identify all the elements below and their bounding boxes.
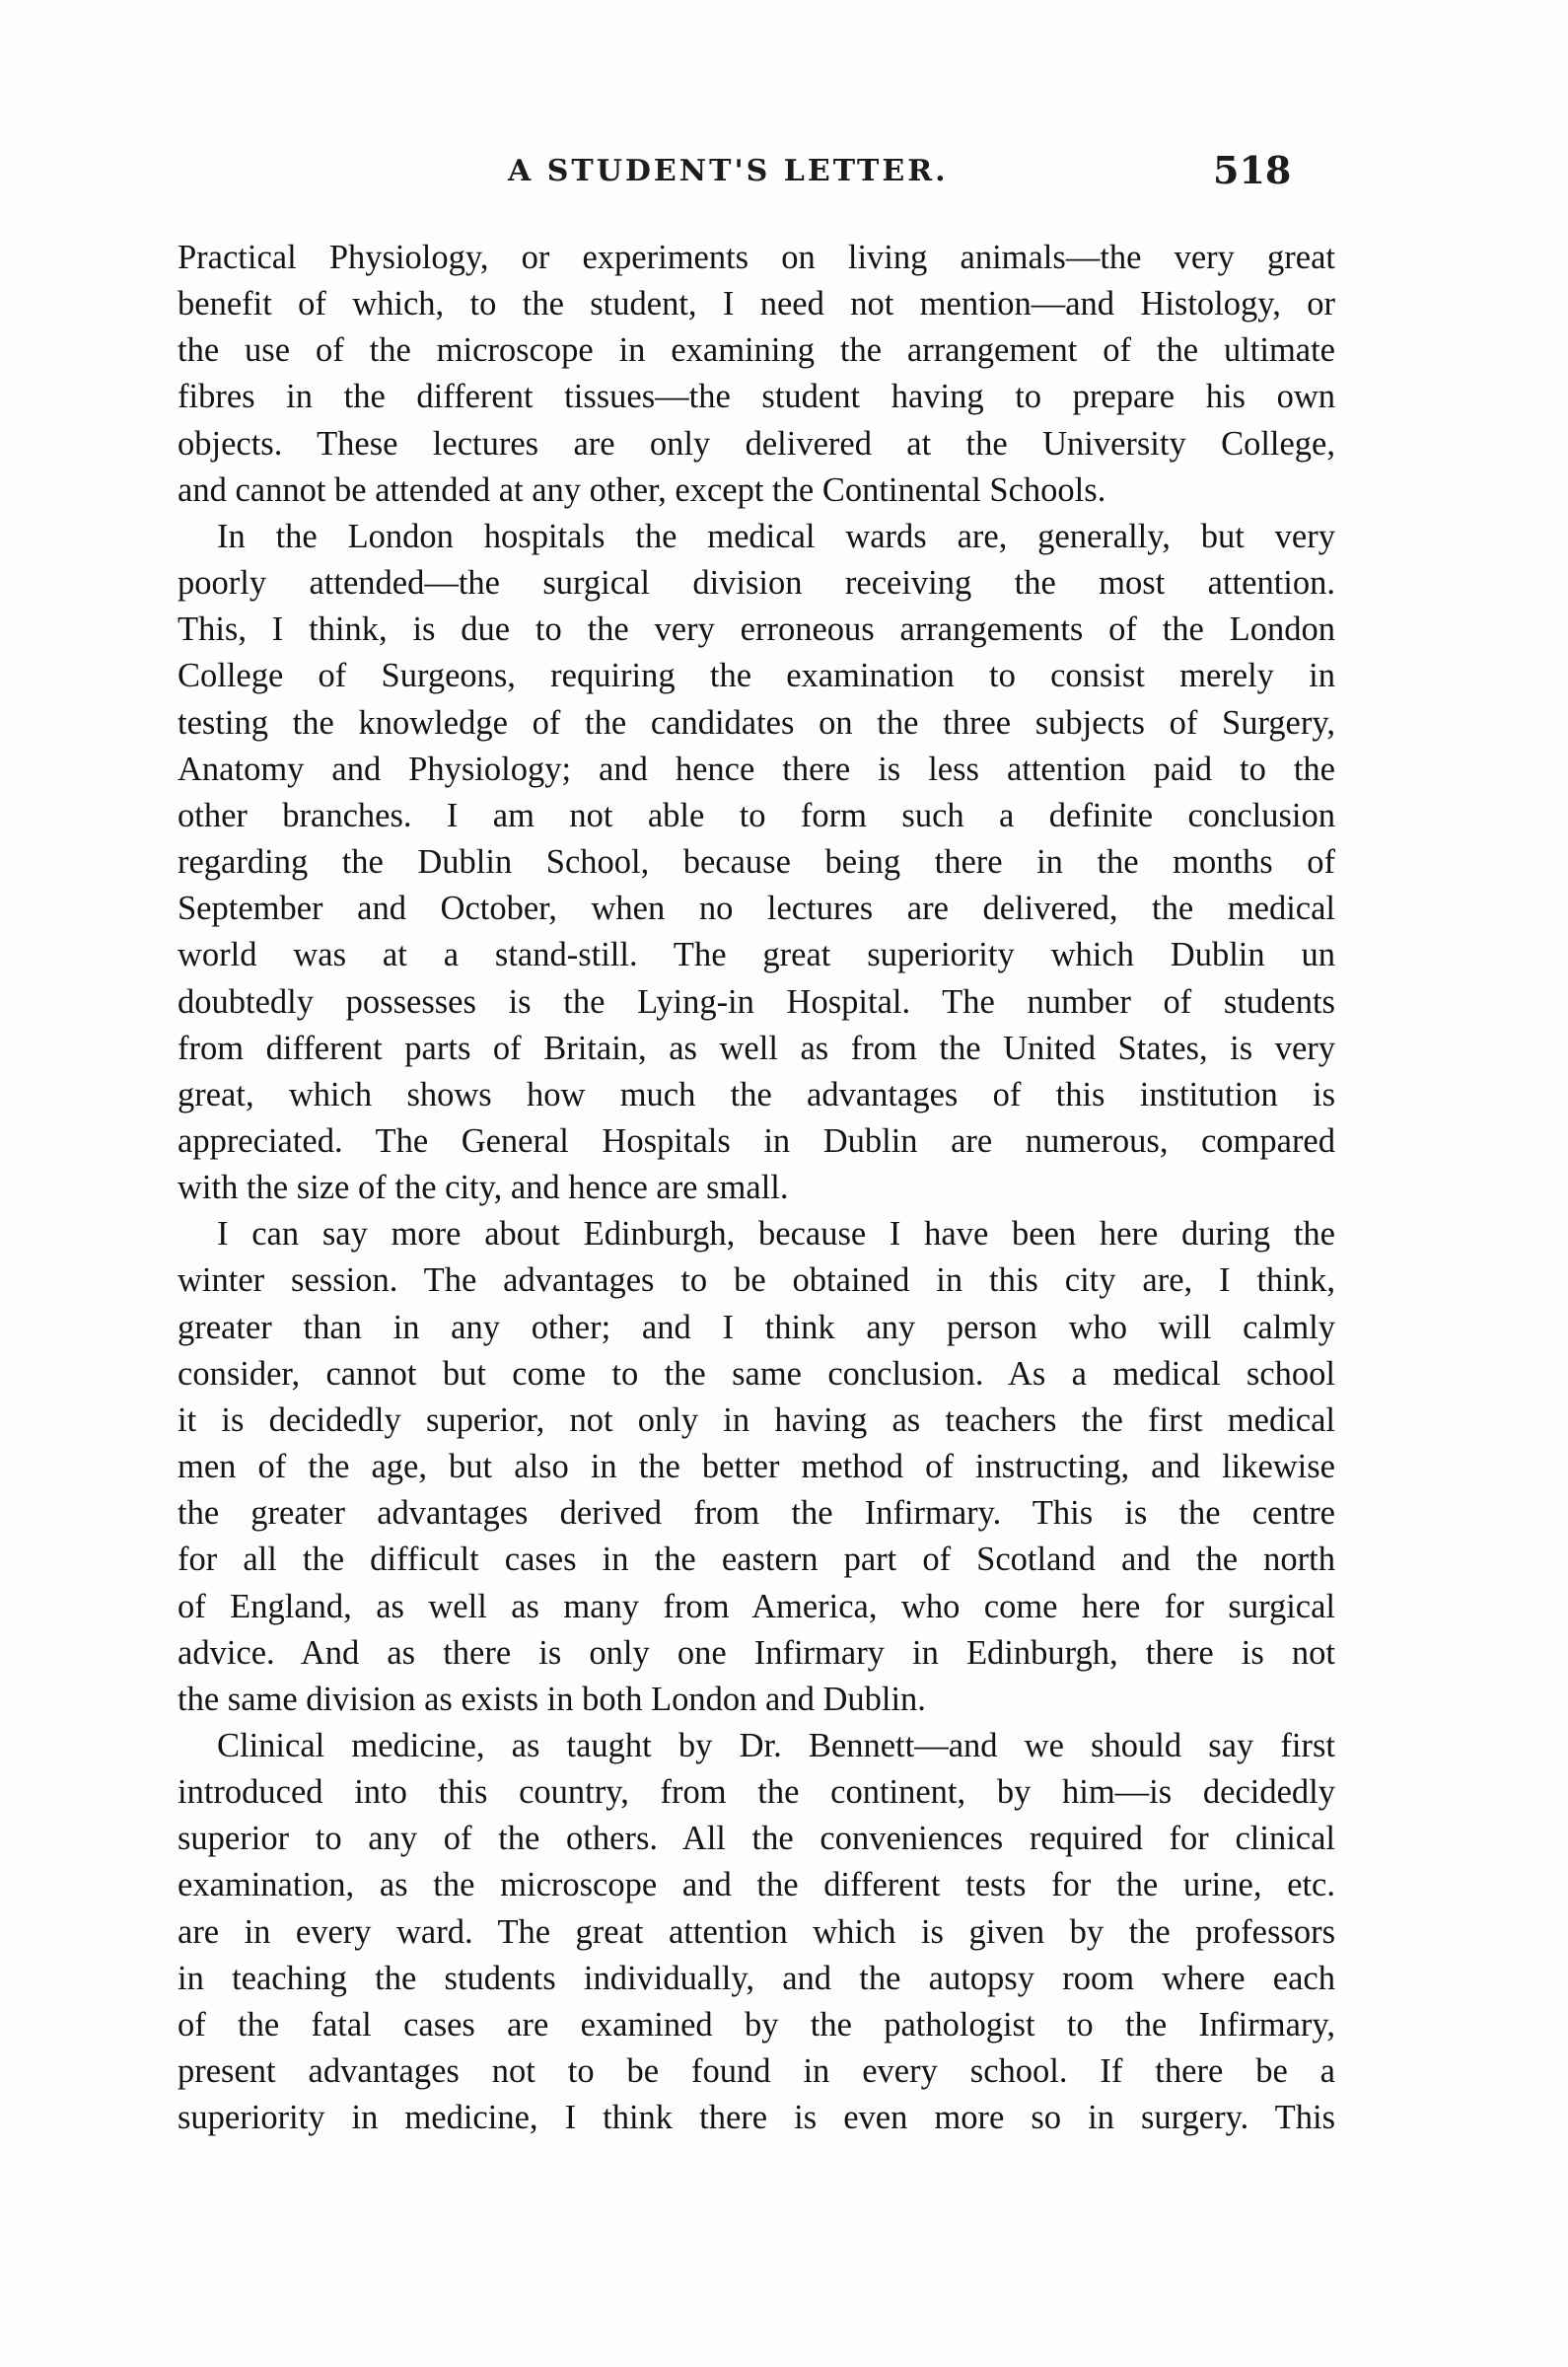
text-line: winter session. The advantages to be obtained in this city are, I think,	[178, 1261, 1335, 1300]
text-line: the greater advantages derived from the Infirmary. This is the centre	[178, 1494, 1335, 1533]
text-line: are in every ward. The great attention which is given by the professors	[178, 1912, 1335, 1951]
text-line: the same division as exists in both London and Dublin.	[178, 1680, 926, 1718]
text-line: Clinical medicine, as taught by Dr. Bennett—and we should say first	[217, 1727, 1335, 1764]
text-line: regarding the Dublin School, because being there in the months of	[178, 843, 1335, 882]
text-line: great, which shows how much the advantages of this institution is	[178, 1075, 1335, 1113]
text-line: September and October, when no lectures are delivered, the medical	[178, 890, 1335, 928]
page-number: 518	[1213, 148, 1292, 192]
paragraph	[178, 235, 1335, 514]
text-line: and cannot be attended at any other, except the Continental Schools.	[178, 470, 1106, 509]
text-line: superior to any of the others. All the conveniences required for clinical	[178, 1820, 1335, 1858]
running-title: A STUDENT'S LETTER.	[508, 154, 949, 188]
text-line: Practical Physiology, or experiments on living animals—the very great	[178, 239, 1335, 276]
text-line: greater than in any other; and I think any person who will calmly	[178, 1308, 1335, 1346]
text-line: present advantages not to be found in every school. If there be a	[178, 2052, 1335, 2091]
text-line: in teaching the students individually, and the autopsy room where each	[178, 1959, 1335, 1997]
text-line: of the fatal cases are examined by the pathologist to the Infirmary,	[178, 2005, 1335, 2044]
paragraph	[178, 514, 1335, 1211]
text-line: doubtedly possesses is the Lying-in Hospital. The number of students	[178, 982, 1335, 1021]
text-line: other branches. I am not able to form such a definite conclusion	[178, 796, 1335, 834]
text-line: examination, as the microscope and the different tests for the urine, etc.	[178, 1866, 1335, 1904]
text-line: men of the age, but also in the better method of instructing, and likewise	[178, 1448, 1335, 1486]
paragraph	[178, 1723, 1335, 2141]
text-line: with the size of the city, and hence are small.	[178, 1169, 789, 1207]
text-line: from different parts of Britain, as well as from the United States, is very	[178, 1029, 1335, 1067]
text-line: for all the difficult cases in the eastern part of Scotland and the north	[178, 1541, 1335, 1579]
text-line: This, I think, is due to the very erroneous arrangements of the London	[178, 610, 1335, 649]
text-line: it is decidedly superior, not only in having as teachers the first medical	[178, 1400, 1335, 1439]
text-line: of England, as well as many from America, who come here for surgical	[178, 1587, 1335, 1625]
text-line: testing the knowledge of the candidates on the three subjects of Surgery,	[178, 703, 1335, 742]
text-line: introduced into this country, from the continent, by him—is decidedly	[178, 1773, 1335, 1812]
text-line: superiority in medicine, I think there is even more so in surgery. This	[178, 2099, 1335, 2137]
running-head	[0, 148, 1568, 207]
text-line: the use of the microscope in examining the arrangement of the ultimate	[178, 331, 1335, 370]
text-line: College of Surgeons, requiring the examination to consist merely in	[178, 657, 1335, 695]
text-line: consider, cannot but come to the same conclusion. As a medical school	[178, 1354, 1335, 1393]
text-line: advice. And as there is only one Infirmary in Edinburgh, there is not	[178, 1633, 1335, 1672]
paragraph	[178, 1211, 1335, 1723]
text-line: objects. These lectures are only delivered at the University College,	[178, 424, 1335, 463]
text-line: benefit of which, to the student, I need not mention—and Histology, or	[178, 285, 1335, 323]
text-line: poorly attended—the surgical division receiving the most attention.	[178, 564, 1335, 603]
text-line: appreciated. The General Hospitals in Dublin are numerous, compared	[178, 1121, 1335, 1160]
text-line: I can say more about Edinburgh, because I have been here during the	[217, 1215, 1335, 1254]
text-line: Anatomy and Physiology; and hence there is less attention paid to the	[178, 750, 1335, 788]
body-text	[178, 235, 1335, 2141]
text-line: In the London hospitals the medical wards are, generally, but very	[217, 517, 1335, 555]
text-line: fibres in the different tissues—the student having to prepare his own	[178, 378, 1335, 416]
text-line: world was at a stand-still. The great superiority which Dublin un	[178, 936, 1335, 974]
